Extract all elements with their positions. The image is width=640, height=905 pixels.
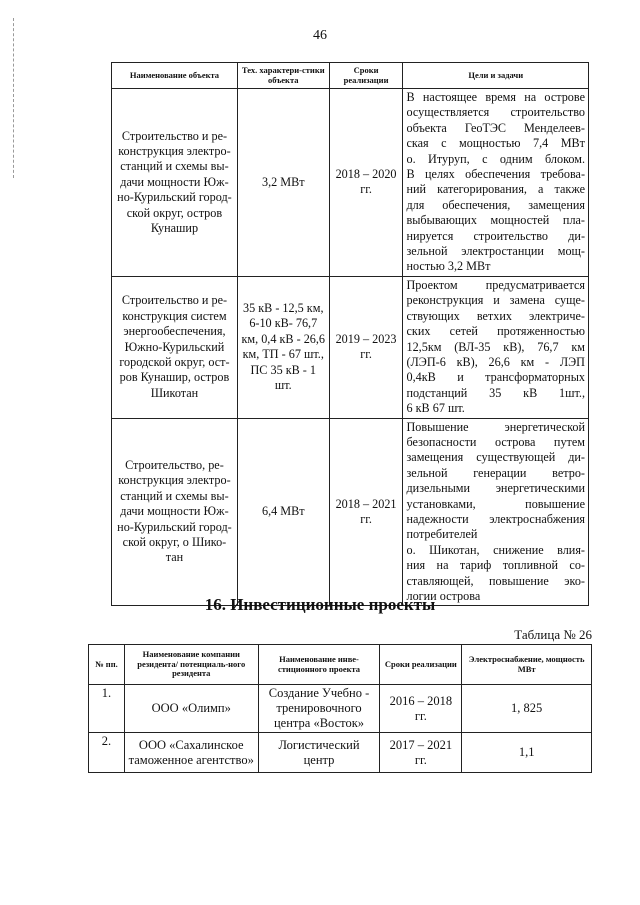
table-caption: Таблица № 26: [514, 627, 592, 642]
row-number-cell: 2.: [89, 733, 125, 773]
goal-line: Повышение энергетической: [406, 419, 585, 434]
header-goals: Цели и задачи: [403, 63, 589, 89]
goal-line: ния на тариф топливной со-: [406, 558, 585, 573]
terms-cell: 2019 – 2023 гг.: [329, 276, 403, 418]
terms-cell: 2016 – 2018 гг.: [380, 685, 462, 733]
header-tech-specs: Тех. характери-стики объекта: [237, 63, 329, 89]
goal-line: для обеспечения, замещения: [406, 197, 585, 212]
object-name-cell: Строительство и ре-конструкция электро-станций и схемы вы-дачи мощности Юж-но-Курильский город-ской округ, остров Кунашир: [112, 89, 238, 277]
goals-cell: [403, 418, 589, 606]
goal-line: зельной электростанции мощ-: [406, 244, 585, 259]
goal-line: ская с мощностью 7,4 МВт: [406, 136, 585, 151]
header-number: № пп.: [89, 645, 125, 685]
goal-line: ставляющей, повышение эко-: [406, 573, 585, 588]
tech-specs-cell: 6,4 МВт: [237, 418, 329, 606]
power-cell: 1, 825: [462, 685, 592, 733]
table-row: [89, 685, 592, 733]
goal-line: ностью 3,2 МВт: [406, 259, 491, 274]
object-name-cell: Строительство и ре-конструкция систем энергообеспечения, Южно-Курильский городской округ, ост-ров Кунашир, остров Шикотан: [112, 276, 238, 418]
goal-line: В целях обеспечения требова-: [406, 167, 585, 182]
terms-cell: 2018 – 2021 гг.: [329, 418, 403, 606]
company-cell: ООО «Олимп»: [124, 685, 258, 733]
goal-line: нируется строительство ди-: [406, 228, 585, 243]
projects-table: [111, 62, 589, 606]
page-number: 46: [313, 28, 327, 43]
goals-cell: [403, 89, 589, 277]
project-cell: Создание Учебно - тренировочного центра «Восток»: [258, 685, 380, 733]
goal-line: подстанций 35 кВ 1шт.,: [406, 385, 585, 400]
goal-line: осуществляется строительство: [406, 105, 585, 120]
goal-line: ний категорирования, а также: [406, 182, 585, 197]
power-cell: 1,1: [462, 733, 592, 773]
goal-line: безопасности острова путем: [406, 434, 585, 449]
tech-specs-cell: 3,2 МВт: [237, 89, 329, 277]
goal-line: выбывающих мощностей пла-: [406, 213, 585, 228]
goal-line: логии острова: [406, 589, 481, 603]
goal-line: о. Итуруп, с одним блоком.: [406, 151, 585, 166]
header-object-name: Наименование объекта: [112, 63, 238, 89]
goal-line: ских сетей протяженностью: [406, 324, 585, 339]
header-terms: Сроки реализации: [329, 63, 403, 89]
object-name-cell: Строительство, ре-конструкция электро-станций и схемы вы-дачи мощности Юж-но-Курильский город-ской округ, о Шико-тан: [112, 418, 238, 606]
goal-line: объекта ГеоТЭС Менделеев-: [406, 120, 585, 135]
company-cell: ООО «Сахалинское таможенное агентство»: [124, 733, 258, 773]
row-number-cell: 1.: [89, 685, 125, 733]
goal-line: ствующих ветхих электриче-: [406, 308, 585, 323]
goal-line: дизельными энергетическими: [406, 481, 585, 496]
header-power: Электроснабжение, мощность МВт: [462, 645, 592, 685]
goal-line: зельной генерации ветро-: [406, 465, 585, 480]
header-company: Наименование компании резидента/ потенциаль-ного резидента: [124, 645, 258, 685]
goal-line: реконструкция и замена суще-: [406, 293, 585, 308]
table-row: [112, 89, 589, 277]
goal-line: 0,4кВ и трансформаторных: [406, 370, 585, 385]
goal-line: потребителей: [406, 527, 478, 542]
goal-line: (ЛЭП-6 кВ), 26,6 км - ЛЭП: [406, 354, 585, 369]
goal-line: установками, повышение: [406, 496, 585, 511]
project-cell: Логистический центр: [258, 733, 380, 773]
goal-line: 6 кВ 67 шт.: [406, 401, 465, 416]
investment-projects-table: [88, 644, 592, 773]
goal-line: 12,5км (ВЛ-35 кВ), 76,7 км: [406, 339, 585, 354]
terms-cell: 2017 – 2021 гг.: [380, 733, 462, 773]
header-project: Наименование инве-стиционного проекта: [258, 645, 380, 685]
table-row: [112, 276, 589, 418]
terms-cell: 2018 – 2020 гг.: [329, 89, 403, 277]
goal-line: В настоящее время на острове: [406, 90, 585, 104]
goal-line: о. Шикотан, снижение влия-: [406, 542, 585, 557]
goal-line: Проектом предусматривается: [406, 277, 585, 292]
section-heading: 16. Инвестиционные проекты: [204, 595, 436, 614]
tech-specs-cell: 35 кВ - 12,5 км, 6-10 кВ- 76,7 км, 0,4 кВ - 26,6 км, ТП - 67 шт., ПС 35 кВ - 1 шт.: [237, 276, 329, 418]
goal-line: надежности электроснабжения: [406, 511, 585, 526]
header-terms: Сроки реализации: [380, 645, 462, 685]
goal-line: замещения существующей ди-: [406, 450, 585, 465]
table-row: [89, 733, 592, 773]
table-row: [112, 418, 589, 606]
goals-cell: [403, 276, 589, 418]
